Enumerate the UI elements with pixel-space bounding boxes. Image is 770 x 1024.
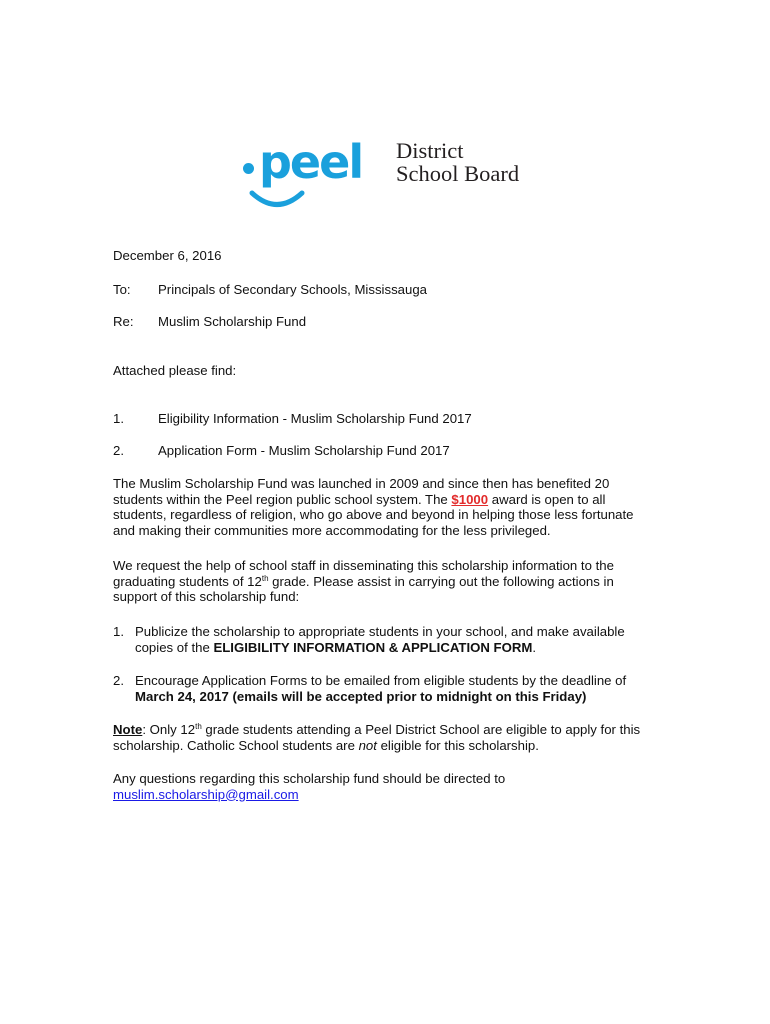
request-paragraph: We request the help of school staff in disseminating this scholarship information to the graduating students of 12th grade. Please assist in carrying out the following actions in support of this scholarship fund: bbox=[113, 558, 614, 604]
action-number: 2. bbox=[113, 673, 124, 688]
action-number: 1. bbox=[113, 624, 124, 639]
action-item-encourage: Encourage Application Forms to be emailed from eligible students by the deadline of March 24, 2017 (emails will be accepted prior to midnight on this Friday) bbox=[135, 673, 627, 704]
re-value: Muslim Scholarship Fund bbox=[158, 314, 307, 329]
questions-paragraph: Any questions regarding this scholarship fund should be directed to muslim.scholarship@gmail.com bbox=[113, 771, 506, 802]
attached-heading: Attached please find: bbox=[113, 363, 237, 378]
logo-wordmark: peel bbox=[259, 135, 363, 189]
logo-board-name: District School Board bbox=[396, 138, 520, 186]
to-label: To: bbox=[113, 282, 131, 297]
email-link[interactable]: muslim.scholarship@gmail.com bbox=[113, 786, 299, 802]
attachment-number: 1. bbox=[113, 411, 124, 426]
letter-date: December 6, 2016 bbox=[113, 248, 222, 263]
peel-logo bbox=[243, 132, 543, 212]
intro-paragraph: The Muslim Scholarship Fund was launched in 2009 and since then has benefited 20 students within the Peel region public school system. The $1000 award is open to all students, regardless of religion, who go above and beyond in helping those less fortunate and making their communities more accommodating for the less privileged. bbox=[113, 476, 634, 538]
note-label: Note bbox=[113, 722, 143, 737]
re-label: Re: bbox=[113, 314, 134, 329]
logo-dot bbox=[243, 163, 254, 174]
note-paragraph: Note: Only 12th grade students attending a Peel District School are eligible to apply for this scholarship. Catholic School students are not eligible for this scholarship. bbox=[113, 722, 641, 753]
smile-icon bbox=[249, 190, 305, 210]
action-item-publicize: Publicize the scholarship to appropriate students in your school, and make available copies of the ELIGIBILITY INFORMATION & APPLICATION FORM. bbox=[135, 624, 625, 655]
award-amount: $1000 bbox=[451, 491, 489, 507]
attachment-item: Application Form - Muslim Scholarship Fund 2017 bbox=[158, 443, 450, 458]
attachment-number: 2. bbox=[113, 443, 124, 458]
attachment-item: Eligibility Information - Muslim Scholarship Fund 2017 bbox=[158, 411, 472, 426]
to-value: Principals of Secondary Schools, Mississauga bbox=[158, 282, 428, 297]
